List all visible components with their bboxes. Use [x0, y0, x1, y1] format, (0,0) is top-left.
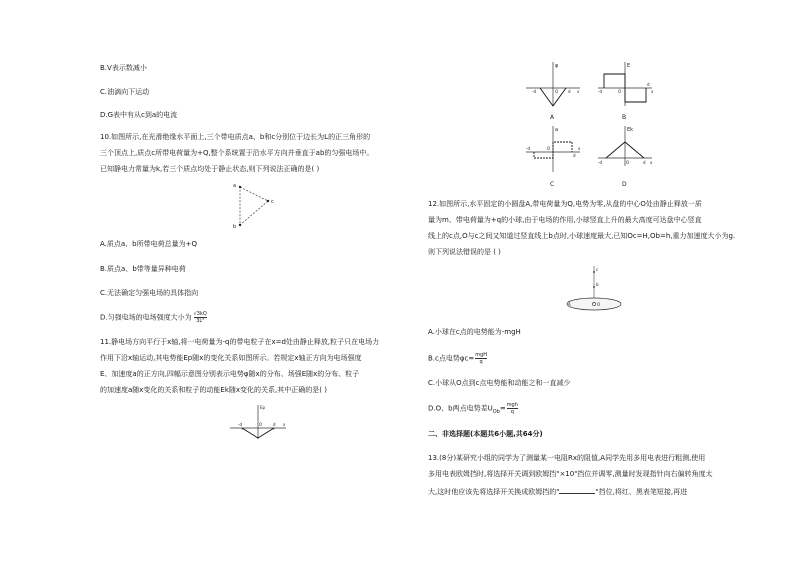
q13-line-3-post: "挡位,将红、黑表笔短接,再进: [595, 488, 688, 496]
answer-blank[interactable]: [559, 484, 595, 494]
graph-letter: B: [622, 114, 627, 121]
label-ep: Ep: [260, 405, 266, 410]
q10-option-b: B.质点a、b带等量异种电荷: [100, 265, 186, 273]
label-x: x: [650, 160, 653, 165]
label-d: d: [647, 82, 650, 87]
label-x: x: [578, 146, 581, 151]
label-a: A: [568, 302, 571, 307]
graph-a: [522, 60, 584, 122]
q13-line-2: 多用电表欧姆挡时,将选择开关调到欧姆挡"×10"挡位并调零,测量时发现指针向右偏转角度太: [428, 470, 713, 478]
label-y: E: [627, 63, 631, 69]
point-b: [593, 286, 595, 288]
q12-stem-line-1: 12.如图所示,水平固定的小圆盘A,带电荷量为Q,电势为零,从盘的中心O处由静止释放一质: [428, 200, 702, 208]
q12-option-a: A.小球在c点的电势能为-mgH: [428, 328, 521, 336]
q13-line-3-pre: 大,这时他应该先将选择开关换成欧姆挡的": [428, 488, 560, 496]
label-a: a: [233, 183, 237, 189]
q10-stem-line-3: 已知静电力常量为k,若三个质点均处于静止状态,则下列说法正确的是( ): [100, 165, 320, 173]
fraction-denominator: 3L²: [196, 318, 205, 324]
label-x: x: [651, 89, 654, 94]
q12-option-d-subscript: Ob: [492, 408, 500, 415]
graph-b: [594, 60, 656, 122]
fraction-numerator: mgh: [506, 402, 518, 408]
q12-option-d: [428, 402, 518, 415]
label-d: d: [273, 422, 276, 427]
section-title: 二、非选择题(本题共6小题,共64分): [428, 430, 543, 438]
q12-option-b: [428, 352, 487, 365]
label-b: b: [596, 282, 599, 287]
q10-option-d-fraction: [194, 311, 207, 324]
label-minus-d: -d: [532, 89, 536, 94]
q9-option-b: B.V表示数减小: [100, 64, 147, 72]
q9-option-c: C.油滴向下运动: [100, 88, 150, 96]
label-d: d: [568, 89, 571, 94]
label-y: Ek: [627, 127, 634, 133]
q10-option-d-text: D.匀强电场的电场强度大小为: [100, 313, 192, 322]
graph-c: [522, 122, 584, 186]
label-x: x: [283, 422, 286, 427]
label-o: O: [597, 302, 601, 307]
q13-line-1: 13.(8分)某研究小组的同学为了测量某一电阻Rx的阻值,A同学先用多用电表进行粗测,使用: [428, 454, 706, 462]
fraction-numerator: mgH: [475, 352, 488, 358]
q9-option-d: D.G表中有从c到a的电流: [100, 111, 178, 119]
point-c: [593, 271, 595, 273]
label-origin: O: [555, 89, 559, 94]
q10-stem-line-1: 10.如图所示,在光滑绝缘水平面上,三个带电质点a、b和c分别位于边长为L的正三角形的: [100, 133, 371, 141]
label-c: c: [596, 267, 599, 272]
fraction-numerator: √3kQ: [193, 311, 207, 317]
point-c: [267, 200, 269, 202]
graph-d: [594, 122, 656, 186]
graph-letter: C: [550, 181, 555, 188]
label-d: d: [573, 153, 576, 158]
label-x: x: [577, 89, 580, 94]
label-b: b: [233, 224, 237, 230]
label-minus-d: -d: [598, 89, 602, 94]
fraction-denominator: q: [479, 359, 483, 365]
graph-letter: D: [622, 181, 627, 188]
q11-stem-line-1: 11.静电场方向平行于x轴,将一电荷量为-q的带电粒子在x=d处由静止释放,粒子只在电场力: [100, 338, 380, 346]
ep-x-graph: [228, 403, 288, 441]
q12-option-d-text: D.O、b两点电势差U: [428, 404, 493, 413]
label-minus-d: -d: [238, 422, 242, 427]
q10-stem-line-2: 三个顶点上,质点c所带电荷量为+Q,整个系统置于沿水平方向并垂直于ab的匀强电场中。: [100, 149, 374, 157]
label-y: φ: [555, 63, 559, 69]
label-origin: O: [547, 146, 551, 151]
q13-line-3: [428, 484, 687, 498]
ball-at-o: [592, 302, 595, 305]
fraction-denominator: q: [510, 409, 514, 415]
graph-letter: A: [550, 114, 555, 121]
triangle-outline: [240, 187, 268, 225]
label-minus-d: -d: [598, 160, 602, 165]
q12-option-d-equals: =: [499, 404, 506, 413]
point-a: [239, 186, 241, 188]
triangle-figure: [228, 180, 288, 230]
label-c: c: [271, 199, 274, 205]
label-d: d: [643, 160, 646, 165]
q12-option-b-fraction: [475, 352, 487, 365]
label-origin: O: [626, 160, 630, 165]
disc-figure: [562, 262, 626, 318]
label-minus-d: -d: [526, 146, 530, 151]
q12-option-c: C.小球从O点到c点电势能和动能之和一直减少: [428, 379, 571, 387]
q12-stem-line-3: 线上的c点,O与c之间又知道过竖直线上b点时,小球速度最大,已知Oc=H,Ob=h,重力加速度大小为g.: [428, 232, 736, 240]
q12-option-d-fraction: [507, 402, 518, 415]
q12-option-b-text: B.c点电势φc=: [428, 354, 475, 363]
q10-option-c: C.无法确定匀强电场的具体指向: [100, 289, 199, 297]
q11-stem-line-3: E、加速度a的正方向,四幅示意图分别表示电势φ随x的分布、场强E随x的分布、粒子: [100, 370, 360, 378]
q10-option-d: [100, 311, 207, 324]
q10-option-a: A.质点a、b所带电荷总量为+Q: [100, 240, 197, 248]
label-origin: O: [259, 422, 263, 427]
q12-stem-line-4: 则下列说法错误的是 ( ): [428, 248, 501, 256]
label-y: a: [555, 127, 559, 133]
q11-stem-line-4: 的加速度a随x变化的关系和粒子的动能Ek随x变化的关系,其中正确的是( ): [100, 386, 327, 394]
point-b: [239, 224, 241, 226]
q11-stem-line-2: 作用下沿x轴运动,其电势能Ep随x的变化关系如图所示。若规定x轴正方向为电场强度: [100, 354, 362, 362]
label-origin: O: [618, 89, 622, 94]
q12-stem-line-2: 量为m、带电荷量为+q的小球,由于电场的作用,小球竖直上升的最大高度可达盘中心竖直: [428, 216, 702, 224]
